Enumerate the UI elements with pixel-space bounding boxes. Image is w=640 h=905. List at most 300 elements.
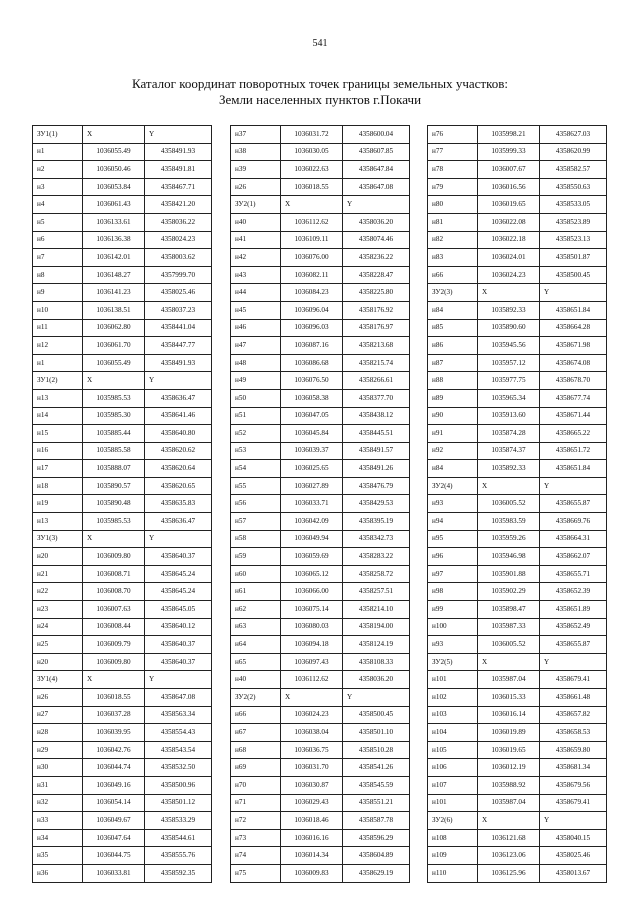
table-row — [33, 178, 212, 196]
y-coordinate-cell: 4358541.26 — [343, 759, 410, 777]
x-coordinate-cell: 1036076.00 — [281, 249, 343, 267]
y-coordinate-cell: 4358533.29 — [145, 812, 212, 830]
x-coordinate-cell: 1036076.50 — [281, 372, 343, 390]
x-coordinate-cell: 1036096.04 — [281, 301, 343, 319]
section-header-cell: ЗУ2(1) — [231, 196, 281, 214]
x-coordinate-cell: 1036096.03 — [281, 319, 343, 337]
x-coordinate-cell: 1036009.79 — [83, 636, 145, 654]
x-coordinate-cell: 1036058.38 — [281, 389, 343, 407]
y-coordinate-cell: 4358025.46 — [540, 847, 607, 865]
table-row — [33, 724, 212, 742]
table-row — [231, 812, 410, 830]
y-coordinate-cell: 4358550.63 — [540, 178, 607, 196]
y-coordinate-cell: 4358627.03 — [540, 126, 607, 144]
x-coordinate-cell: 1036066.00 — [281, 583, 343, 601]
y-coordinate-cell: 4358647.08 — [343, 178, 410, 196]
y-coordinate-cell: 4358640.12 — [145, 618, 212, 636]
table-row — [33, 601, 212, 619]
y-coordinate-cell: 4358679.56 — [540, 776, 607, 794]
table-row — [231, 653, 410, 671]
table-row — [231, 337, 410, 355]
y-coordinate-cell: 4358645.24 — [145, 565, 212, 583]
x-coordinate-cell: 1036094.18 — [281, 636, 343, 654]
table-row — [33, 671, 212, 689]
x-coordinate-cell: 1036047.64 — [83, 829, 145, 847]
point-name-cell: н58 — [231, 530, 281, 548]
table-row — [231, 126, 410, 144]
section-header-cell: X — [478, 812, 540, 830]
table-row — [428, 389, 607, 407]
x-coordinate-cell: 1036024.23 — [281, 706, 343, 724]
x-coordinate-cell: 1035999.33 — [478, 143, 540, 161]
x-coordinate-cell: 1036049.16 — [83, 776, 145, 794]
table-row — [428, 126, 607, 144]
y-coordinate-cell: 4358036.20 — [343, 671, 410, 689]
point-name-cell: н74 — [231, 847, 281, 865]
y-coordinate-cell: 4358532.50 — [145, 759, 212, 777]
x-coordinate-cell: 1036005.52 — [478, 636, 540, 654]
y-coordinate-cell: 4358582.57 — [540, 161, 607, 179]
x-coordinate-cell: 1036031.72 — [281, 126, 343, 144]
point-name-cell: н72 — [231, 812, 281, 830]
point-name-cell: н64 — [231, 636, 281, 654]
y-coordinate-cell: 4358665.22 — [540, 425, 607, 443]
x-coordinate-cell: 1036037.28 — [83, 706, 145, 724]
point-name-cell: н5 — [33, 213, 83, 231]
table-row — [428, 266, 607, 284]
point-name-cell: н13 — [33, 513, 83, 531]
point-name-cell: н36 — [33, 864, 83, 882]
section-header-cell: X — [478, 653, 540, 671]
section-header-cell: ЗУ2(3) — [428, 284, 478, 302]
table-row — [428, 301, 607, 319]
table-row — [231, 407, 410, 425]
y-coordinate-cell: 4358213.68 — [343, 337, 410, 355]
section-header-cell: Y — [540, 812, 607, 830]
y-coordinate-cell: 4358563.34 — [145, 706, 212, 724]
point-name-cell: н80 — [428, 196, 478, 214]
section-header-cell: Y — [540, 284, 607, 302]
y-coordinate-cell: 4358194.00 — [343, 618, 410, 636]
table-row — [33, 301, 212, 319]
table-row — [231, 196, 410, 214]
x-coordinate-cell: 1036082.11 — [281, 266, 343, 284]
table-row — [428, 337, 607, 355]
table-row — [33, 372, 212, 390]
section-header-cell: X — [281, 196, 343, 214]
y-coordinate-cell: 4358604.89 — [343, 847, 410, 865]
y-coordinate-cell: 4358421.20 — [145, 196, 212, 214]
point-name-cell: н85 — [428, 319, 478, 337]
x-coordinate-cell: 1035977.75 — [478, 372, 540, 390]
table-body — [231, 126, 410, 883]
y-coordinate-cell: 4358040.15 — [540, 829, 607, 847]
y-coordinate-cell: 4358658.53 — [540, 724, 607, 742]
x-coordinate-cell: 1036016.14 — [478, 706, 540, 724]
table-row — [33, 389, 212, 407]
table-row — [231, 301, 410, 319]
y-coordinate-cell: 4358501.87 — [540, 249, 607, 267]
x-coordinate-cell: 1036050.46 — [83, 161, 145, 179]
table-row — [231, 495, 410, 513]
x-coordinate-cell: 1036087.16 — [281, 337, 343, 355]
table-row — [33, 864, 212, 882]
table-row — [33, 213, 212, 231]
point-name-cell: н93 — [428, 495, 478, 513]
y-coordinate-cell: 4358592.35 — [145, 864, 212, 882]
y-coordinate-cell: 4358671.98 — [540, 337, 607, 355]
section-header-cell: ЗУ2(4) — [428, 477, 478, 495]
x-coordinate-cell: 1035888.07 — [83, 460, 145, 478]
table-row — [231, 689, 410, 707]
point-name-cell: н32 — [33, 794, 83, 812]
table-row — [428, 442, 607, 460]
point-name-cell: н14 — [33, 407, 83, 425]
point-name-cell: н26 — [231, 178, 281, 196]
x-coordinate-cell: 1036084.23 — [281, 284, 343, 302]
point-name-cell: н51 — [231, 407, 281, 425]
x-coordinate-cell: 1036007.63 — [83, 601, 145, 619]
x-coordinate-cell: 1036030.87 — [281, 776, 343, 794]
point-name-cell: н82 — [428, 231, 478, 249]
x-coordinate-cell: 1036009.83 — [281, 864, 343, 882]
table-row — [231, 847, 410, 865]
table-row — [231, 425, 410, 443]
table-row — [33, 126, 212, 144]
table-body — [428, 126, 607, 883]
x-coordinate-cell: 1036016.16 — [281, 829, 343, 847]
table-row — [33, 249, 212, 267]
y-coordinate-cell: 4358501.10 — [343, 724, 410, 742]
point-name-cell: н93 — [428, 636, 478, 654]
point-name-cell: н90 — [428, 407, 478, 425]
table-row — [428, 161, 607, 179]
x-coordinate-cell: 1036045.84 — [281, 425, 343, 443]
y-coordinate-cell: 4358108.33 — [343, 653, 410, 671]
y-coordinate-cell: 4358596.29 — [343, 829, 410, 847]
point-name-cell: н86 — [428, 337, 478, 355]
x-coordinate-cell: 1036014.34 — [281, 847, 343, 865]
x-coordinate-cell: 1035902.29 — [478, 583, 540, 601]
section-header-cell: ЗУ1(3) — [33, 530, 83, 548]
point-name-cell: н40 — [231, 213, 281, 231]
table-row — [231, 706, 410, 724]
table-row — [428, 636, 607, 654]
table-row — [33, 354, 212, 372]
y-coordinate-cell: 4358655.71 — [540, 565, 607, 583]
y-coordinate-cell: 4358636.47 — [145, 389, 212, 407]
y-coordinate-cell: 4358074.46 — [343, 231, 410, 249]
x-coordinate-cell: 1036012.19 — [478, 759, 540, 777]
point-name-cell: н67 — [231, 724, 281, 742]
point-name-cell: н70 — [231, 776, 281, 794]
table-row — [33, 847, 212, 865]
y-coordinate-cell: 4358501.12 — [145, 794, 212, 812]
y-coordinate-cell: 4358674.08 — [540, 354, 607, 372]
point-name-cell: н75 — [231, 864, 281, 882]
x-coordinate-cell: 1036007.67 — [478, 161, 540, 179]
table-row — [428, 249, 607, 267]
y-coordinate-cell: 4358620.65 — [145, 477, 212, 495]
point-name-cell: н100 — [428, 618, 478, 636]
y-coordinate-cell: 4358641.46 — [145, 407, 212, 425]
table-row — [428, 530, 607, 548]
point-name-cell: н24 — [33, 618, 83, 636]
table-row — [33, 583, 212, 601]
x-coordinate-cell: 1036019.65 — [478, 741, 540, 759]
table-body — [33, 126, 212, 883]
table-row — [33, 741, 212, 759]
point-name-cell: н89 — [428, 389, 478, 407]
table-row — [33, 812, 212, 830]
point-name-cell: н40 — [231, 671, 281, 689]
y-coordinate-cell: 4358258.72 — [343, 565, 410, 583]
table-row — [428, 741, 607, 759]
table-row — [33, 284, 212, 302]
point-name-cell: н1 — [33, 354, 83, 372]
point-name-cell: н101 — [428, 671, 478, 689]
point-name-cell: н55 — [231, 477, 281, 495]
y-coordinate-cell: 4358510.28 — [343, 741, 410, 759]
table-row — [33, 477, 212, 495]
y-coordinate-cell: 4358500.45 — [343, 706, 410, 724]
y-coordinate-cell: 4358523.13 — [540, 231, 607, 249]
section-header-cell: Y — [145, 126, 212, 144]
table-row — [231, 513, 410, 531]
point-name-cell: н68 — [231, 741, 281, 759]
y-coordinate-cell: 4358491.26 — [343, 460, 410, 478]
y-coordinate-cell: 4358214.10 — [343, 601, 410, 619]
x-coordinate-cell: 1035898.47 — [478, 601, 540, 619]
x-coordinate-cell: 1036042.76 — [83, 741, 145, 759]
point-name-cell: н66 — [231, 706, 281, 724]
title-line-2: Земли населенных пунктов г.Покачи — [218, 92, 422, 107]
y-coordinate-cell: 4358283.22 — [343, 548, 410, 566]
x-coordinate-cell: 1036039.95 — [83, 724, 145, 742]
point-name-cell: н31 — [33, 776, 83, 794]
y-coordinate-cell: 4358476.79 — [343, 477, 410, 495]
point-name-cell: н20 — [33, 548, 83, 566]
table-row — [428, 776, 607, 794]
x-coordinate-cell: 1036112.62 — [281, 671, 343, 689]
table-row — [33, 460, 212, 478]
x-coordinate-cell: 1036018.55 — [83, 689, 145, 707]
table-row — [33, 266, 212, 284]
table-row — [428, 196, 607, 214]
table-row — [428, 794, 607, 812]
x-coordinate-cell: 1036022.63 — [281, 161, 343, 179]
table-row — [231, 759, 410, 777]
table-row — [231, 389, 410, 407]
y-coordinate-cell: 4358037.23 — [145, 301, 212, 319]
point-name-cell: н49 — [231, 372, 281, 390]
point-name-cell: н25 — [33, 636, 83, 654]
x-coordinate-cell: 1036138.51 — [83, 301, 145, 319]
table-row — [428, 284, 607, 302]
point-name-cell: н42 — [231, 249, 281, 267]
table-row — [428, 618, 607, 636]
table-row — [428, 460, 607, 478]
x-coordinate-cell: 1036030.05 — [281, 143, 343, 161]
x-coordinate-cell: 1036044.74 — [83, 759, 145, 777]
table-row — [231, 319, 410, 337]
y-coordinate-cell: 4358664.28 — [540, 319, 607, 337]
table-row — [33, 794, 212, 812]
x-coordinate-cell: 1036015.33 — [478, 689, 540, 707]
y-coordinate-cell: 4358500.96 — [145, 776, 212, 794]
y-coordinate-cell: 4358669.76 — [540, 513, 607, 531]
point-name-cell: н50 — [231, 389, 281, 407]
x-coordinate-cell: 1036049.67 — [83, 812, 145, 830]
x-coordinate-cell: 1036065.12 — [281, 565, 343, 583]
x-coordinate-cell: 1036075.14 — [281, 601, 343, 619]
x-coordinate-cell: 1036086.68 — [281, 354, 343, 372]
y-coordinate-cell: 4358533.05 — [540, 196, 607, 214]
table-row — [428, 724, 607, 742]
table-row — [231, 231, 410, 249]
y-coordinate-cell: 4358491.81 — [145, 161, 212, 179]
point-name-cell: н54 — [231, 460, 281, 478]
point-name-cell: н110 — [428, 864, 478, 882]
point-name-cell: н103 — [428, 706, 478, 724]
x-coordinate-cell: 1036008.70 — [83, 583, 145, 601]
y-coordinate-cell: 4358678.70 — [540, 372, 607, 390]
x-coordinate-cell: 1035890.48 — [83, 495, 145, 513]
point-name-cell: н97 — [428, 565, 478, 583]
point-name-cell: н78 — [428, 161, 478, 179]
x-coordinate-cell: 1036018.55 — [281, 178, 343, 196]
y-coordinate-cell: 4358551.21 — [343, 794, 410, 812]
y-coordinate-cell: 4358491.93 — [145, 354, 212, 372]
point-name-cell: н15 — [33, 425, 83, 443]
y-coordinate-cell: 4358652.39 — [540, 583, 607, 601]
table-row — [231, 460, 410, 478]
page-number: 541 — [312, 38, 328, 49]
table-row — [231, 794, 410, 812]
table-row — [428, 477, 607, 495]
y-coordinate-cell: 4358655.87 — [540, 636, 607, 654]
table-row — [33, 161, 212, 179]
y-coordinate-cell: 4358681.34 — [540, 759, 607, 777]
table-row — [33, 425, 212, 443]
point-name-cell: н61 — [231, 583, 281, 601]
point-name-cell: н46 — [231, 319, 281, 337]
table-row — [231, 143, 410, 161]
table-row — [231, 530, 410, 548]
y-coordinate-cell: 4358647.84 — [343, 161, 410, 179]
point-name-cell: н43 — [231, 266, 281, 284]
point-name-cell: н12 — [33, 337, 83, 355]
x-coordinate-cell: 1036123.06 — [478, 847, 540, 865]
point-name-cell: н45 — [231, 301, 281, 319]
x-coordinate-cell: 1036125.96 — [478, 864, 540, 882]
y-coordinate-cell: 4358640.80 — [145, 425, 212, 443]
x-coordinate-cell: 1036031.70 — [281, 759, 343, 777]
x-coordinate-cell: 1036049.94 — [281, 530, 343, 548]
table-row — [231, 741, 410, 759]
table-row — [231, 249, 410, 267]
x-coordinate-cell: 1035945.56 — [478, 337, 540, 355]
point-name-cell: н21 — [33, 565, 83, 583]
x-coordinate-cell: 1036033.81 — [83, 864, 145, 882]
point-name-cell: н16 — [33, 442, 83, 460]
point-name-cell: н48 — [231, 354, 281, 372]
y-coordinate-cell: 4358640.37 — [145, 548, 212, 566]
x-coordinate-cell: 1035985.53 — [83, 389, 145, 407]
y-coordinate-cell: 4358657.82 — [540, 706, 607, 724]
y-coordinate-cell: 4358441.04 — [145, 319, 212, 337]
table-row — [428, 143, 607, 161]
point-name-cell: н57 — [231, 513, 281, 531]
table-row — [231, 213, 410, 231]
x-coordinate-cell: 1035946.98 — [478, 548, 540, 566]
table-row — [231, 829, 410, 847]
x-coordinate-cell: 1035885.58 — [83, 442, 145, 460]
y-coordinate-cell: 4358679.41 — [540, 794, 607, 812]
coordinates-table-column-2 — [230, 125, 410, 883]
y-coordinate-cell: 4358600.04 — [343, 126, 410, 144]
table-row — [231, 477, 410, 495]
section-header-cell: X — [478, 477, 540, 495]
x-coordinate-cell: 1036109.11 — [281, 231, 343, 249]
y-coordinate-cell: 4358645.05 — [145, 601, 212, 619]
point-name-cell: н59 — [231, 548, 281, 566]
table-row — [231, 266, 410, 284]
point-name-cell: н77 — [428, 143, 478, 161]
x-coordinate-cell: 1036042.09 — [281, 513, 343, 531]
y-coordinate-cell: 4358620.62 — [145, 442, 212, 460]
y-coordinate-cell: 4358176.97 — [343, 319, 410, 337]
section-header-cell: Y — [540, 477, 607, 495]
table-row — [231, 354, 410, 372]
y-coordinate-cell: 4358679.41 — [540, 671, 607, 689]
table-row — [231, 442, 410, 460]
table-row — [33, 776, 212, 794]
point-name-cell: н62 — [231, 601, 281, 619]
x-coordinate-cell: 1035957.12 — [478, 354, 540, 372]
x-coordinate-cell: 1036055.49 — [83, 354, 145, 372]
table-row — [33, 636, 212, 654]
point-name-cell: н35 — [33, 847, 83, 865]
x-coordinate-cell: 1036080.03 — [281, 618, 343, 636]
x-coordinate-cell: 1036142.01 — [83, 249, 145, 267]
table-row — [428, 495, 607, 513]
point-name-cell: н39 — [231, 161, 281, 179]
y-coordinate-cell: 4358640.37 — [145, 653, 212, 671]
y-coordinate-cell: 4358647.08 — [145, 689, 212, 707]
y-coordinate-cell: 4358467.71 — [145, 178, 212, 196]
table-row — [33, 231, 212, 249]
x-coordinate-cell: 1036008.44 — [83, 618, 145, 636]
y-coordinate-cell: 4358003.62 — [145, 249, 212, 267]
x-coordinate-cell: 1035983.59 — [478, 513, 540, 531]
point-name-cell: н3 — [33, 178, 83, 196]
point-name-cell: н41 — [231, 231, 281, 249]
x-coordinate-cell: 1035959.26 — [478, 530, 540, 548]
point-name-cell: н19 — [33, 495, 83, 513]
point-name-cell: н23 — [33, 601, 83, 619]
x-coordinate-cell: 1036121.68 — [478, 829, 540, 847]
y-coordinate-cell: 4358651.89 — [540, 601, 607, 619]
y-coordinate-cell: 4358438.12 — [343, 407, 410, 425]
x-coordinate-cell: 1035885.44 — [83, 425, 145, 443]
x-coordinate-cell: 1036005.52 — [478, 495, 540, 513]
point-name-cell: н66 — [428, 266, 478, 284]
table-row — [33, 759, 212, 777]
y-coordinate-cell: 4358544.61 — [145, 829, 212, 847]
x-coordinate-cell: 1036009.80 — [83, 653, 145, 671]
point-name-cell: н11 — [33, 319, 83, 337]
